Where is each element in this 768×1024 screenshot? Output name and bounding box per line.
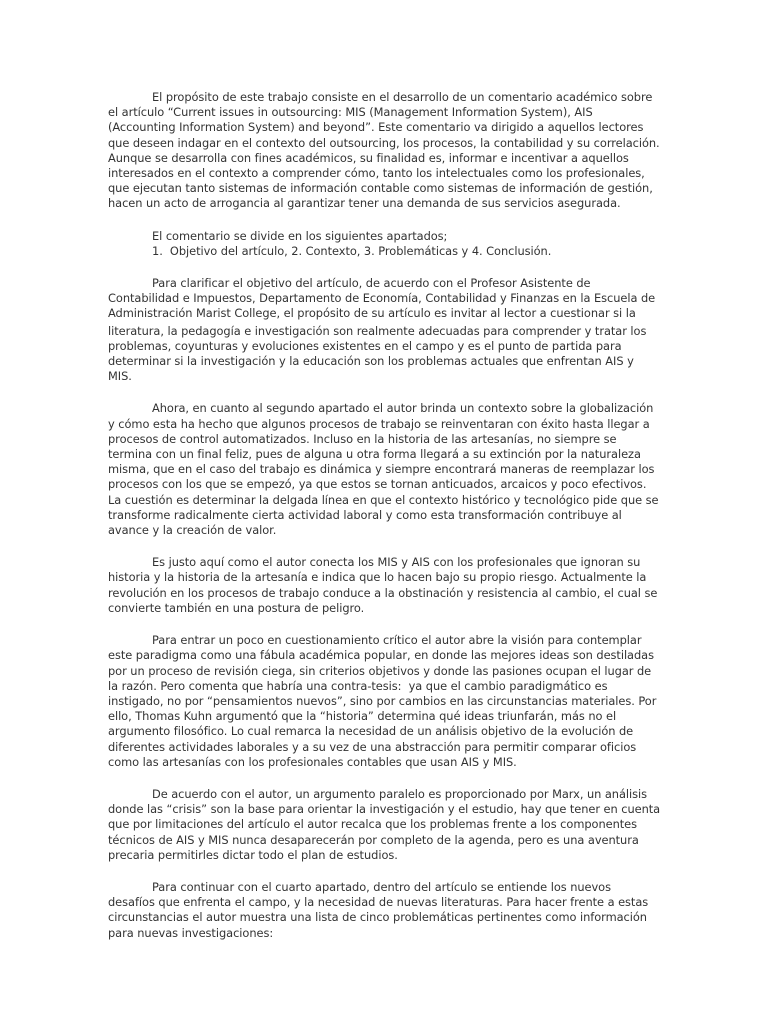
text-line: problemas, coyunturas y evoluciones existentes en el campo y es el punto de partida para [108,338,622,353]
text-line: procesos con los que se empezó, ya que estos se tornan anticuados, arcaicos y poco efectivos. [108,477,647,492]
text-line: ello, Thomas Kuhn argumentó que la “historia” determina qué ideas triunfarán, más no el [108,709,617,724]
text-line: Para entrar un poco en cuestionamiento crítico el autor abre la visión para contemplar [152,633,642,648]
paragraph-context [108,401,668,538]
text-line: misma, que en el caso del trabajo es dinámica y siempre encontrará maneras de reemplazar los [108,462,655,477]
text-line: instigado, no por “pensamientos nuevos”, sino por cambios en las circunstancias materiales. Por [108,693,657,708]
text-line: como las artesanías con los profesionales contables que usan AIS y MIS. [108,754,517,769]
text-line: precaria permitirles dictar todo el plan de estudios. [108,847,398,862]
paragraph-critique [108,633,668,770]
text-line: 1. Objetivo del artículo, 2. Contexto, 3. Problemáticas y 4. Conclusión. [152,243,552,258]
text-line: interesados en el contexto a comprender cómo, tanto los intelectuales como los profesionales, [108,166,645,181]
text-line: transforme radicalmente cierta actividad laboral y como esta transformación contribuye al [108,507,622,522]
text-line: historia y la historia de la artesanía e indica que lo hacen bajo su propio riesgo. Actualmente la [108,570,647,585]
text-line: Aunque se desarrolla con fines académicos, su finalidad es, informar e incentivar a aquellos [108,150,629,165]
text-line: revolución en los procesos de trabajo conduce a la obstinación y resistencia al cambio, el cual se [108,585,658,600]
text-line: circunstancias el autor muestra una lista de cinco problemáticas pertinentes como información [108,910,647,925]
paragraph-connection [108,555,668,616]
paragraph-objective [108,276,668,384]
text-line: hacen un acto de arrogancia al garantizar tener una demanda de sus servicios asegurada. [108,196,621,211]
text-line: termina con un final feliz, pues de alguna u otra forma llegará a su extinción por la naturaleza [108,447,641,462]
text-line: Es justo aquí como el autor conecta los MIS y AIS con los profesionales que ignoran su [152,555,641,570]
text-line: (Accounting Information System) and beyond”. Este comentario va dirigido a aquellos lectores [108,120,644,135]
text-line: Administración Marist College, el propósito de su artículo es invitar al lector a cuestionar si la [108,306,636,321]
text-line: Contabilidad e Impuestos, Departamento de Economía, Contabilidad y Finanzas en la Escuela de [108,291,656,306]
text-line: y cómo esta ha hecho que algunos procesos de trabajo se reinventaran con éxito hasta llegar a [108,416,650,431]
text-line: Para continuar con el cuarto apartado, dentro del artículo se entiende los nuevos [152,879,611,894]
text-line: De acuerdo con el autor, un argumento paralelo es proporcionado por Marx, un análisis [152,786,648,801]
text-line: argumento filosófico. Lo cual remarca la necesidad de un análisis objetivo de la evolución de [108,724,634,739]
text-line: diferentes actividades laborales y a su vez de una abstracción para permitir comparar oficios [108,739,637,754]
text-line: donde las “crisis” son la base para orientar la investigación y el estudio, hay que tener en cuenta [108,802,661,817]
text-line: desafíos que enfrenta el campo, y la necesidad de nuevas literaturas. Para hacer frente a estas [108,895,649,910]
text-line: por un proceso de revisión ciega, sin criterios objetivos y donde las pasiones ocupan el lugar de [108,663,652,678]
text-line: para nuevas investigaciones: [108,925,274,940]
paragraph-intro [108,90,668,212]
text-line: El propósito de este trabajo consiste en el desarrollo de un comentario académico sobre [152,90,653,104]
text-line: el artículo “Current issues in outsourcing: MIS (Management Information System), AIS [108,105,593,120]
text-line: MIS. [108,369,132,384]
text-line: literatura, la pedagogía e investigación son realmente adecuadas para comprender y tratar los [108,323,647,338]
text-line: La cuestión es determinar la delgada línea en que el contexto histórico y tecnológico pide que se [108,492,659,507]
text-line: técnicos de AIS y MIS nunca desaparecerán por completo de la agenda, pero es una aventura [108,832,639,847]
text-line: este paradigma como una fábula académica popular, en donde las mejores ideas son destiladas [108,648,654,663]
text-line: convierte también en una postura de peligro. [108,600,365,615]
paragraph-sections [108,229,668,259]
text-line: procesos de control automatizados. Incluso en la historia de las artesanías, no siempre se [108,431,617,446]
paragraph-marx [108,787,668,863]
text-line: que por limitaciones del artículo el autor recalca que los problemas frente a los componentes [108,817,638,832]
text-line: que deseen indagar en el contexto del outsourcing, los procesos, la contabilidad y su correlación. [108,135,660,150]
text-line: Para clarificar el objetivo del artículo, de acuerdo con el Profesor Asistente de [152,276,591,291]
text-line: El comentario se divide en los siguientes apartados; [152,228,448,243]
text-line: la razón. Pero comenta que habría una contra-tesis: ya que el cambio paradigmático es [108,678,608,693]
text-line: determinar si la investigación y la educación son los problemas actuales que enfrentan AIS y [108,354,634,369]
text-line: avance y la creación de valor. [108,523,277,538]
document-body [108,90,668,958]
paragraph-challenges [108,880,668,941]
text-line: que ejecutan tanto sistemas de información contable como sistemas de información de gestión, [108,181,653,196]
text-line: Ahora, en cuanto al segundo apartado el autor brinda un contexto sobre la globalización [152,401,654,416]
